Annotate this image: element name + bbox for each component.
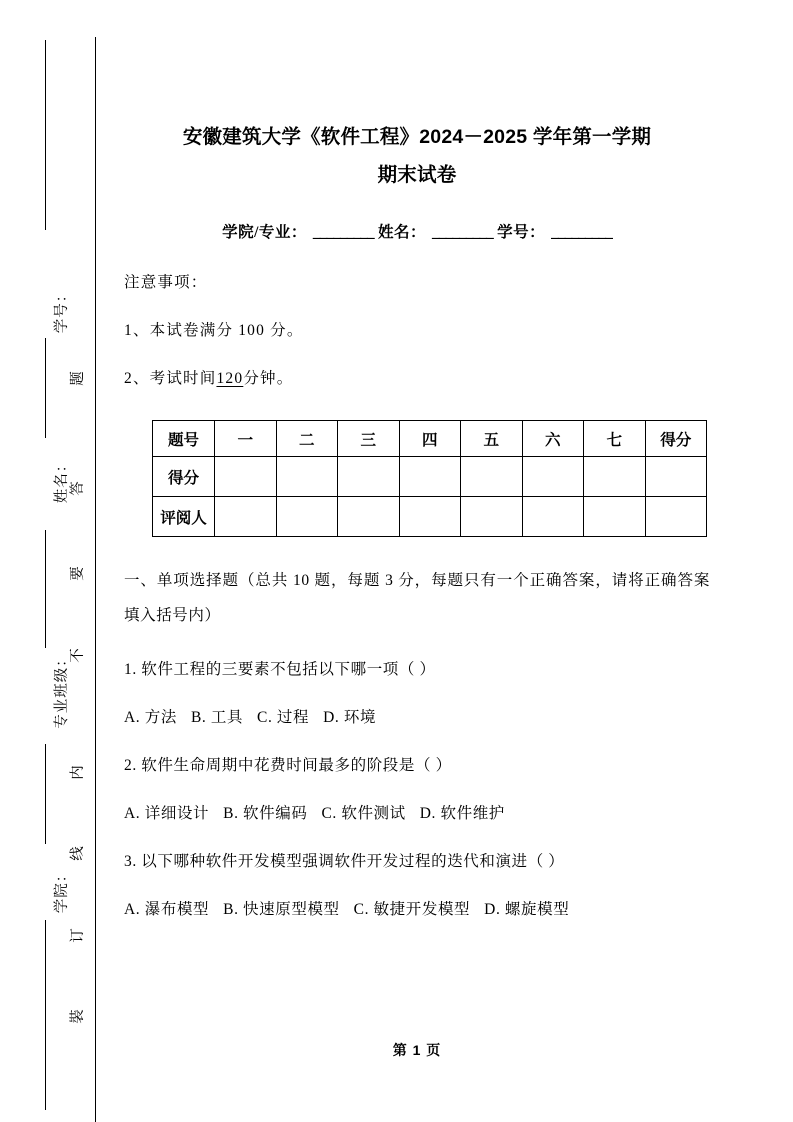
- score-table-col-2: 二: [276, 421, 338, 457]
- option-a[interactable]: A. 方法: [124, 709, 177, 726]
- score-cell[interactable]: [215, 457, 277, 497]
- seal-glyph-da: 答: [70, 480, 86, 496]
- notes-item-1: 1、本试卷满分 100 分。: [124, 322, 304, 339]
- margin-label-student-id: 学号：: [54, 286, 70, 334]
- option-c[interactable]: C. 敏捷开发模型: [353, 901, 471, 918]
- notes-item-2: [124, 342, 710, 390]
- score-cell[interactable]: [645, 457, 707, 497]
- name-blank[interactable]: _________: [432, 224, 493, 241]
- option-b[interactable]: B. 工具: [190, 709, 244, 726]
- seal-rule-segment-2: [45, 338, 46, 438]
- score-table-row-header: 评阅人: [153, 497, 215, 537]
- table-row: [153, 457, 707, 497]
- score-cell[interactable]: [276, 457, 338, 497]
- reviewer-cell[interactable]: [399, 497, 461, 537]
- score-cell[interactable]: [584, 457, 646, 497]
- option-b[interactable]: B. 软件编码: [223, 805, 308, 822]
- student-id-blank[interactable]: _________: [551, 224, 612, 241]
- seal-rule-segment-1: [45, 40, 46, 230]
- notes-item-2-suffix: 分钟。: [243, 370, 294, 387]
- option-c[interactable]: C. 过程: [257, 709, 310, 726]
- option-d[interactable]: D. 环境: [323, 709, 377, 726]
- seal-glyph-bu: 不: [70, 647, 86, 663]
- score-table-col-7: 七: [584, 421, 646, 457]
- question-stem-3: 3. 以下哪种软件开发模型强调软件开发过程的迭代和演进（ ）: [124, 853, 565, 870]
- score-table-col-total: 得分: [645, 421, 707, 457]
- question-options-3: [124, 873, 710, 921]
- seal-glyph-zhuang: 裝: [70, 1008, 86, 1024]
- seal-rule-segment-3: [45, 530, 46, 648]
- seal-glyph-ti: 题: [70, 370, 86, 386]
- score-cell[interactable]: [461, 457, 523, 497]
- binding-margin: [0, 0, 96, 1122]
- table-row: [153, 421, 707, 457]
- student-info-line: [124, 220, 710, 242]
- question-options-1: [124, 681, 710, 729]
- seal-glyph-yao: 要: [70, 565, 86, 581]
- section-heading-one: 一、单项选择题（总共 10 题，每题 3 分，每题只有一个正确答案，请将正确答案填入括号内）: [124, 572, 710, 624]
- score-table-col-6: 六: [522, 421, 584, 457]
- score-table-col-3: 三: [338, 421, 400, 457]
- exam-page-content: [124, 0, 710, 1122]
- option-a[interactable]: A. 详细设计: [124, 805, 210, 822]
- page-title: [124, 0, 710, 194]
- page-title-line-2: 期末试卷: [377, 164, 457, 186]
- reviewer-cell[interactable]: [215, 497, 277, 537]
- score-table-row-header: 得分: [153, 457, 215, 497]
- seal-glyph-xian: 线: [70, 845, 86, 861]
- reviewer-cell[interactable]: [276, 497, 338, 537]
- name-label: 姓名：: [378, 224, 427, 241]
- option-c[interactable]: C. 软件测试: [321, 805, 406, 822]
- score-table-col-4: 四: [399, 421, 461, 457]
- score-cell[interactable]: [522, 457, 584, 497]
- notes-heading: 注意事项：: [124, 274, 208, 291]
- question-stem-2: 2. 软件生命周期中花费时间最多的阶段是（ ）: [124, 757, 452, 774]
- margin-label-college: 学院：: [54, 866, 70, 914]
- notes-item-2-prefix: 2、考试时间: [124, 370, 217, 387]
- reviewer-cell[interactable]: [461, 497, 523, 537]
- seal-rule-segment-5: [45, 920, 46, 1110]
- option-a[interactable]: A. 瀑布模型: [124, 901, 210, 918]
- score-table: [152, 420, 707, 537]
- exam-duration-value: 120: [216, 370, 244, 387]
- score-cell[interactable]: [399, 457, 461, 497]
- option-d[interactable]: D. 软件维护: [419, 805, 505, 822]
- student-id-label: 学号：: [497, 224, 546, 241]
- college-major-label: 学院/专业：: [222, 224, 307, 241]
- margin-label-name: 姓名：: [54, 456, 70, 504]
- option-b[interactable]: B. 快速原型模型: [223, 901, 340, 918]
- reviewer-cell[interactable]: [645, 497, 707, 537]
- score-table-row-header: 题号: [153, 421, 215, 457]
- reviewer-cell[interactable]: [522, 497, 584, 537]
- page-footer: 第 1 页: [392, 1042, 442, 1058]
- question-stem-1: 1. 软件工程的三要素不包括以下哪一项（ ）: [124, 661, 436, 678]
- question-options-2: [124, 777, 710, 825]
- option-d[interactable]: D. 螺旋模型: [484, 901, 570, 918]
- reviewer-cell[interactable]: [584, 497, 646, 537]
- score-cell[interactable]: [338, 457, 400, 497]
- margin-label-major-class: 专业班级：: [54, 651, 70, 729]
- score-table-col-5: 五: [461, 421, 523, 457]
- table-row: [153, 497, 707, 537]
- college-major-blank[interactable]: _________: [312, 224, 374, 241]
- reviewer-cell[interactable]: [338, 497, 400, 537]
- seal-glyph-nei: 内: [70, 764, 86, 780]
- seal-rule-segment-4: [45, 744, 46, 844]
- seal-line-main: [95, 37, 96, 1122]
- score-table-col-1: 一: [215, 421, 277, 457]
- page-title-line-1: 安徽建筑大学《软件工程》2024－2025 学年第一学期: [182, 126, 652, 148]
- seal-glyph-ding: 订: [70, 927, 86, 943]
